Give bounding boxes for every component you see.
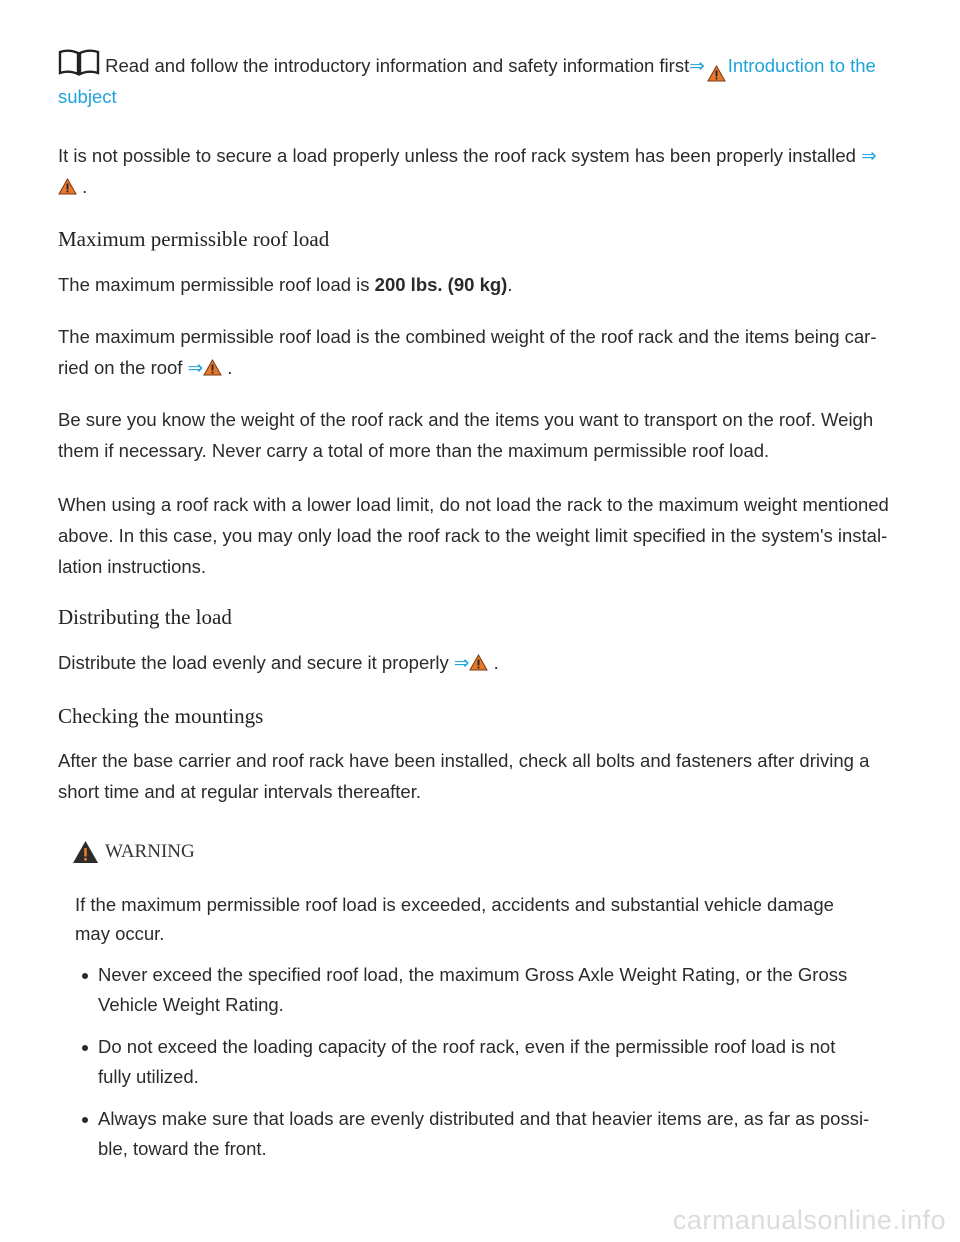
- max-load-combined-paragraph: [58, 321, 894, 383]
- warning-item: Never exceed the specified roof load, the maximum Gross Axle Weight Rating, or the Gross Vehicle Weight Rating.: [72, 960, 866, 1020]
- roof-rack-install-paragraph: [58, 140, 898, 202]
- max-load-weigh-paragraph: Be sure you know the weight of the roof rack and the items you want to transport on the roof. Weigh them if necessary. Never carry a total of more than the maximum permissible roof load.: [58, 409, 874, 461]
- roof-rack-install-end: .: [82, 176, 88, 197]
- warning-body: If the maximum permissible roof load is exceeded, accidents and substantial vehicle damage may occur.: [75, 894, 834, 944]
- max-load-lower-limit-paragraph: When using a roof rack with a lower load limit, do not load the rack to the maximum weight mentioned above. In this case, you may only load the roof rack to the weight limit specified in the system's instal-lation instructions.: [58, 494, 889, 577]
- checking-paragraph: After the base carrier and roof rack have been installed, check all bolts and fasteners after driving a short time and at regular intervals thereafter.: [58, 750, 870, 802]
- intro-link[interactable]: Introduction to the subject: [58, 55, 876, 107]
- distribute-end: .: [493, 652, 499, 673]
- distribute-arrow[interactable]: ⇒: [453, 652, 470, 673]
- intro-paragraph: [58, 48, 906, 112]
- warning-triangle-icon[interactable]: [469, 654, 488, 671]
- intro-text: Read and follow the introductory information and safety information first: [105, 55, 690, 76]
- warning-icon: [72, 840, 99, 864]
- distribute-text: Distribute the load evenly and secure it properly: [58, 652, 449, 673]
- max-load-combined-end: .: [227, 357, 233, 378]
- warning-box: [72, 834, 882, 1164]
- heading-maximum-roof-load: Maximum permissible roof load: [58, 227, 330, 251]
- roof-rack-install-arrow[interactable]: ⇒: [861, 145, 877, 166]
- warning-item: Always make sure that loads are evenly distributed and that heavier items are, as far as possi-ble, toward the front.: [72, 1104, 888, 1164]
- max-load-value-paragraph: [58, 269, 512, 300]
- book-icon: [58, 48, 100, 76]
- warning-list: [72, 960, 882, 1164]
- warning-title: WARNING: [105, 841, 195, 862]
- warning-triangle-icon[interactable]: [58, 178, 77, 195]
- distribute-paragraph: [58, 647, 499, 678]
- max-load-value: 200 lbs. (90 kg): [374, 274, 508, 295]
- roof-rack-install-text: It is not possible to secure a load properly unless the roof rack system has been properly installed: [58, 145, 856, 166]
- max-load-combined-text: The maximum permissible roof load is the combined weight of the roof rack and the items being car-ried on the roof: [58, 326, 877, 378]
- intro-arrow[interactable]: ⇒: [689, 55, 705, 76]
- warning-triangle-icon[interactable]: [707, 65, 726, 82]
- warning-header: [72, 834, 882, 870]
- heading-distributing-load: Distributing the load: [58, 605, 232, 629]
- watermark: carmanualsonline.info: [672, 1205, 946, 1235]
- max-load-combined-arrow[interactable]: ⇒: [187, 357, 204, 378]
- max-load-value-text: The maximum permissible roof load is: [58, 274, 370, 295]
- max-load-value-end: .: [507, 274, 513, 295]
- warning-triangle-icon[interactable]: [203, 359, 222, 376]
- heading-checking-mountings: Checking the mountings: [58, 704, 264, 728]
- warning-item: Do not exceed the loading capacity of the roof rack, even if the permissible roof load is not fully utilized.: [72, 1032, 866, 1092]
